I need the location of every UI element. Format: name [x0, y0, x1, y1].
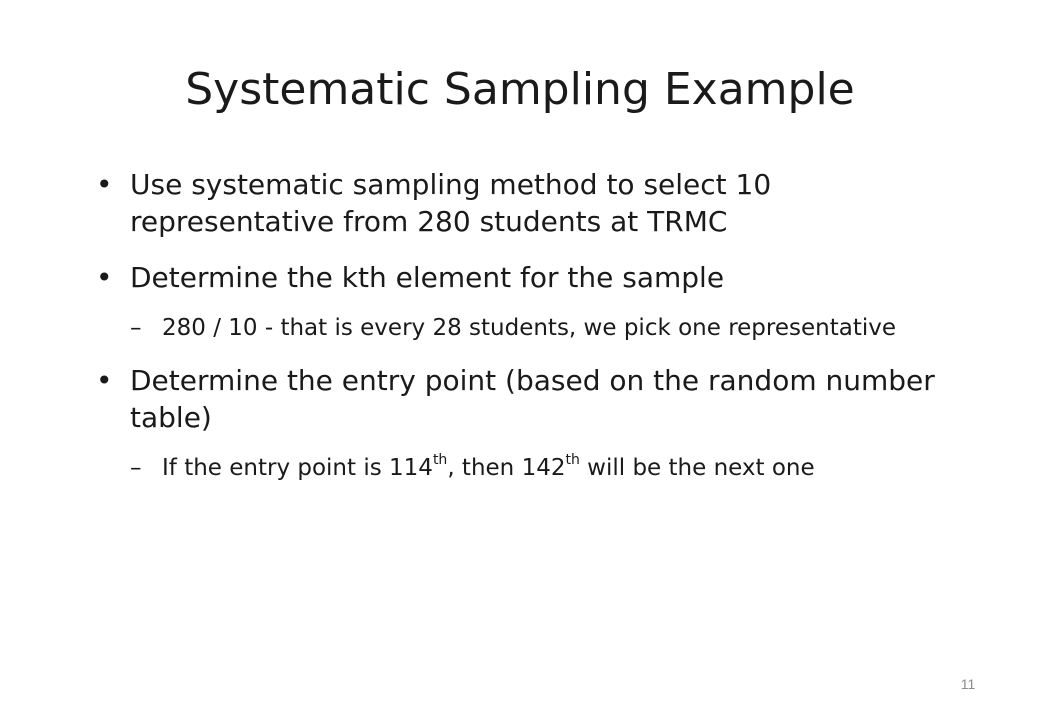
bullet-text: Determine the entry point (based on the random number table) — [130, 364, 935, 434]
bullet-text: Use systematic sampling method to select 10 representative from 280 students at TRMC — [130, 168, 772, 238]
sub-bullet-text: 280 / 10 - that is every 28 students, we pick one representative — [162, 315, 897, 341]
sub-bullet-marker: – — [130, 455, 142, 481]
sub-bullet-item — [96, 453, 976, 484]
sub-bullet-item — [96, 313, 976, 344]
slide-content — [96, 166, 976, 502]
bullet-item — [96, 259, 976, 296]
page-number: 11 — [960, 676, 976, 692]
ordinal-suffix: th — [565, 452, 580, 468]
entry-text-part2: , then 142 — [447, 455, 566, 481]
sub-bullet-text — [162, 452, 815, 481]
ordinal-suffix: th — [432, 452, 448, 468]
bullet-marker: • — [96, 261, 113, 294]
bullet-marker: • — [96, 168, 113, 201]
bullet-marker: • — [96, 364, 113, 397]
entry-text-part3: will be the next one — [579, 455, 815, 481]
bullet-item — [96, 166, 976, 240]
entry-text-part1: If the entry point is 114 — [162, 455, 433, 481]
slide-title: Systematic Sampling Example — [185, 64, 855, 115]
sub-bullet-marker: – — [130, 315, 142, 341]
bullet-text: Determine the kth element for the sample — [130, 261, 725, 294]
bullet-item — [96, 362, 976, 436]
